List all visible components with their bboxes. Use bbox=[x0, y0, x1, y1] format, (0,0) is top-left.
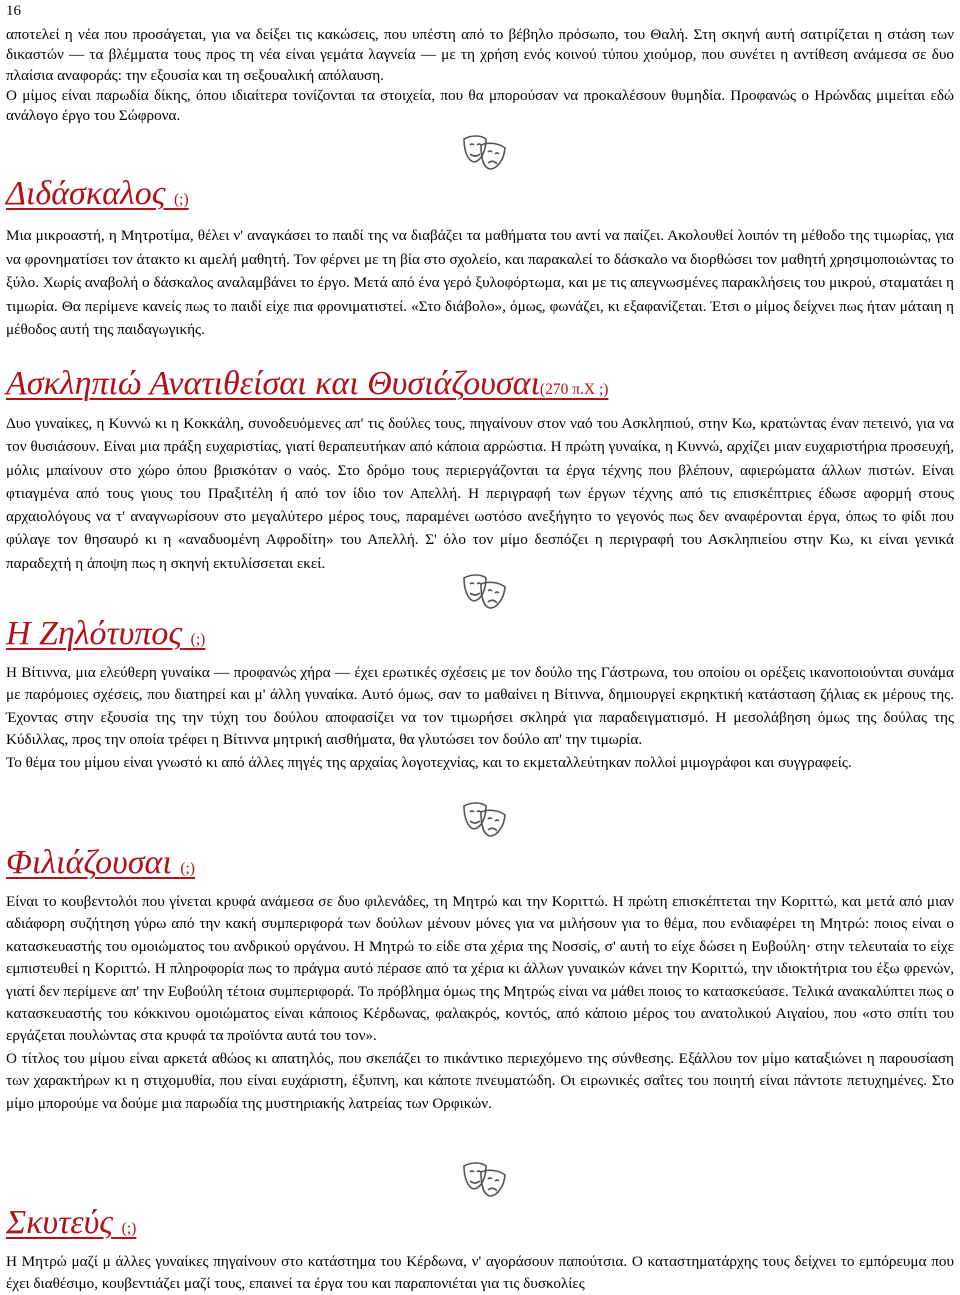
section-date: (;) bbox=[174, 191, 189, 208]
section-title: Η Ζηλότυπος (;) bbox=[6, 615, 206, 652]
section-filiazousai bbox=[6, 843, 954, 1115]
theatre-masks-icon bbox=[461, 572, 509, 612]
section-title: Διδάσκαλος (;) bbox=[6, 175, 189, 212]
paragraph: Ο μίμος είναι παρωδία δίκης, όπου ιδιαίτερα τονίζονται τα στοιχεία, που θα μπορούσαν να προκαλέσουν θυμηδία. Προφανώς ο Ηρώνδας μιμείται εδώ ανάλογο έργο του Σώφρονα. bbox=[6, 86, 954, 125]
section-date: (;) bbox=[180, 860, 195, 877]
section-date: (;) bbox=[121, 1220, 137, 1237]
section-title: Φιλιάζουσαι (;) bbox=[6, 844, 195, 881]
theatre-masks-icon bbox=[461, 133, 509, 173]
intro-text bbox=[6, 25, 954, 126]
section-skyteus bbox=[6, 1203, 954, 1295]
section-date: (270 π.Χ ;) bbox=[539, 381, 609, 398]
section-title: Σκυτεύς (;) bbox=[6, 1204, 137, 1241]
paragraph: αποτελεί η νέα που προσάγεται, για να δείξει τις κακώσεις, που υπέστη από το βέβηλο πρόσωπο, του Θαλή. Στη σκηνή αυτή σατιρίζεται η στάση των δικαστών ― τα βλέμματα τους προς τη νέα είναι γεμάτα λαγνεία ― με τη χρήση ενός κοινού τύπου χιούμορ, που συνέτει η αντίθεση ανάμεσα σε δυο πλαίσια αναφοράς: την εξουσία και τη σεξουαλική απόλαυση. bbox=[6, 26, 954, 84]
theatre-masks-icon bbox=[461, 1160, 509, 1200]
paragraph: Η Βίτιννα, μια ελεύθερη γυναίκα ― προφανώς χήρα ― έχει ερωτικές σχέσεις με τον δούλο της Γάστρωνα, του οποίου οι ορέξεις ικανοποιούνται συνάμα με παρόμοιες σχέσεις, που διατηρεί και μ' άλλη γυναίκα. Αυτό όμως, σαν το μαθαίνει η Βίτιννα, δημιουργεί εκρηκτική κατάσταση ζήλιας εκ μέρους της. Έχοντας στην εξουσία της την τύχη του δούλου αποφασίζει να τον τιμωρήσει σκληρά για παραδειγματισμό. Η μεσολάβηση όμως της δούλας της Κύδιλλας, προς την οποία τρέφει η Βίτιννα μητρική αισθήματα, θα γλυτώσει τον δούλο απ' την τιμωρία. bbox=[6, 664, 954, 749]
paragraph: Μια μικροαστή, η Μητροτίμα, θέλει ν' αναγκάσει το παιδί της να διαβάζει τα μαθήματα του αντί να παίζει. Ακολουθεί λοιπόν τη μέθοδο της τιμωρίας, για να φρονηματίσει τον άτακτο κι αμελή μαθητή. Τον φέρνει με τη βία στο σχολείο, και παρακαλεί το δάσκαλο να διορθώσει τον μαθητή χρησιμοποιώντας το ξύλο. Χωρίς αναβολή ο δάσκαλος αναλαμβάνει το έργο. Μετά από ένα γερό ξυλοφόρτωμα, και με τις απεγνωσμένες παρακλήσεις του μικρού, σταματάει η τιμωρία. Θα περίμενε κανείς πως το παιδί είχε πια φρονιματιστεί. «Στο διάβολο», όμως, φωνάζει, κι εξαφανίζεται. Έτσι ο μίμος δείχνει πως ήταν μάταιη η μέθοδος αυτή της παιδαγωγικής. bbox=[6, 227, 954, 338]
page-number: 16 bbox=[6, 3, 21, 19]
paragraph: Η Μητρώ μαζί μ άλλες γυναίκες πηγαίνουν στο κατάστημα του Κέρδωνα, ν' αγοράσουν παπούτσια. Ο καταστηματάρχης τους δείχνει το εμπόρευμα που έχει διαθέσιμο, κουβεντιάζει μαζί τους, επαινεί τα έργα του και παραπονιέται για τις δυσκολίες bbox=[6, 1253, 954, 1292]
section-title: Ασκληπιώ Ανατιθείσαι και Θυσιάζουσαι(270 π.Χ ;) bbox=[6, 365, 609, 402]
paragraph: Ο τίτλος του μίμου είναι αρκετά αθώος κι απατηλός, που σκεπάζει το πικάντικο περιεχόμενο της σύνθεσης. Εξάλλου τον μίμο καταξιώνει η παρουσίαση των χαρακτήρων κι η στιχομυθία, που είναι ευχάριστη, έξυπνη, και κάποτε πνευματώδη. Οι ειρωνικές σαΐτες του ποιητή είναι πάντοτε πετυχημένες. Στο μίμο μπορούμε να δούμε μια παρωδία της μυστηριακής λατρείας των Ορφικών. bbox=[6, 1049, 954, 1112]
section-asklipio bbox=[6, 364, 954, 575]
paragraph: Το θέμα του μίμου είναι γνωστό κι από άλλες πηγές της αρχαίας λογοτεχνίας, και το εκμεταλλεύτηκαν πολλοί μιμογράφοι και συγγραφείς. bbox=[6, 753, 852, 771]
section-date: (;) bbox=[190, 631, 206, 648]
paragraph: Είναι το κουβεντολόι που γίνεται κρυφά ανάμεσα σε δυο φιλενάδες, τη Μητρώ και την Κοριττώ. Η πρώτη επισκέπτεται την Κοριττώ, και μετά από μιαν αδιάφορη συζήτηση γύρω από την κακή συμπεριφορά των δούλων μένουν μόνες για να μιλήσουν για το θέμα, που ενδιαφέρει τη Μητρώ: ποιος είναι ο κατασκευαστής του ομοιώματος του ανδρικού οργάνου. Η Μητρώ το είδε στα χέρια της Νοσσίς, σ' αυτή το είχε δώσει η Ευβούλη· στην τελευταία το είχε εμπιστευθεί η Κοριττώ. Η πληροφορία πως το πράγμα αυτό πέρασε από τα χέρια κι άλλων γυναικών κάνει την Κοριττώ, την ιδιοκτήτρια του έξω φρενών, γιατί δεν περίμενε απ' την Ευβούλη τέτοια συμπεριφορά. Το πρόβλημα όμως της Μητρώς είναι να μάθει ποιος το κατασκεύασε. Τελικά ανακαλύπτει πως ο κατασκευαστής του κόκκινου ομοιώματος είναι κάποιος Κέρδωνας, φαλακρός, κοντός, από κάποιο μέρος του ανατολικού Αιγαίου, που «στο σπίτι του εργάζεται πουλώντας στα κρυφά τα προϊόντα αυτά του τον». bbox=[6, 893, 954, 1045]
section-didaskalos bbox=[6, 174, 954, 342]
paragraph: Δυο γυναίκες, η Κυννώ κι η Κοκκάλη, συνοδευόμενες απ' τις δούλες τους, πηγαίνουν στον ναό του Ασκληπιού, στην Κω, κρατώντας έναν πετεινό, για να τον θυσιάσουν. Είναι μια πράξη ευχαριστίας, γιατί θεραπευτήκαν από κάποια αρρώστια. Η πρώτη γυναίκα, η Κυννώ, αρχίζει μιαν ευχαριστήρια προσευχή, μόλις μπαίνουν στο χώρο όπου βρισκόταν ο ναός. Στο δρόμο τους περιεργάζονται τα έργα τέχνης που βλέπουν, αφιερώματα άλλων πιστών. Είναι φτιαγμένα από τους γιους του Πραξιτέλη ή από τον ίδιο τον Απελλή. Η περιγραφή των έργων τέχνης από τις επισκέπτριες έδωσε αφορμή στους αρχαιολόγους να τ' αναγνωρίσουν στο μεγαλύτερο μέρος τους, παραμένει ωστόσο ανεξήγητο το γεγονός πως δεν αναφέρονται έργα, όπως το φίδι που φύλαγε τον θησαυρό κι η «αναδυομένη Αφροδίτη» του Απελλή. Σ' όλο τον μίμο δεσπόζει η περιγραφή του Ασκληπιείου στην Κω, κι είναι γενικά παραδεχτή η άποψη πως η σκηνή εκτυλίσσεται εκεί. bbox=[6, 415, 954, 572]
section-zilotypos bbox=[6, 614, 954, 774]
theatre-masks-icon bbox=[461, 800, 509, 840]
